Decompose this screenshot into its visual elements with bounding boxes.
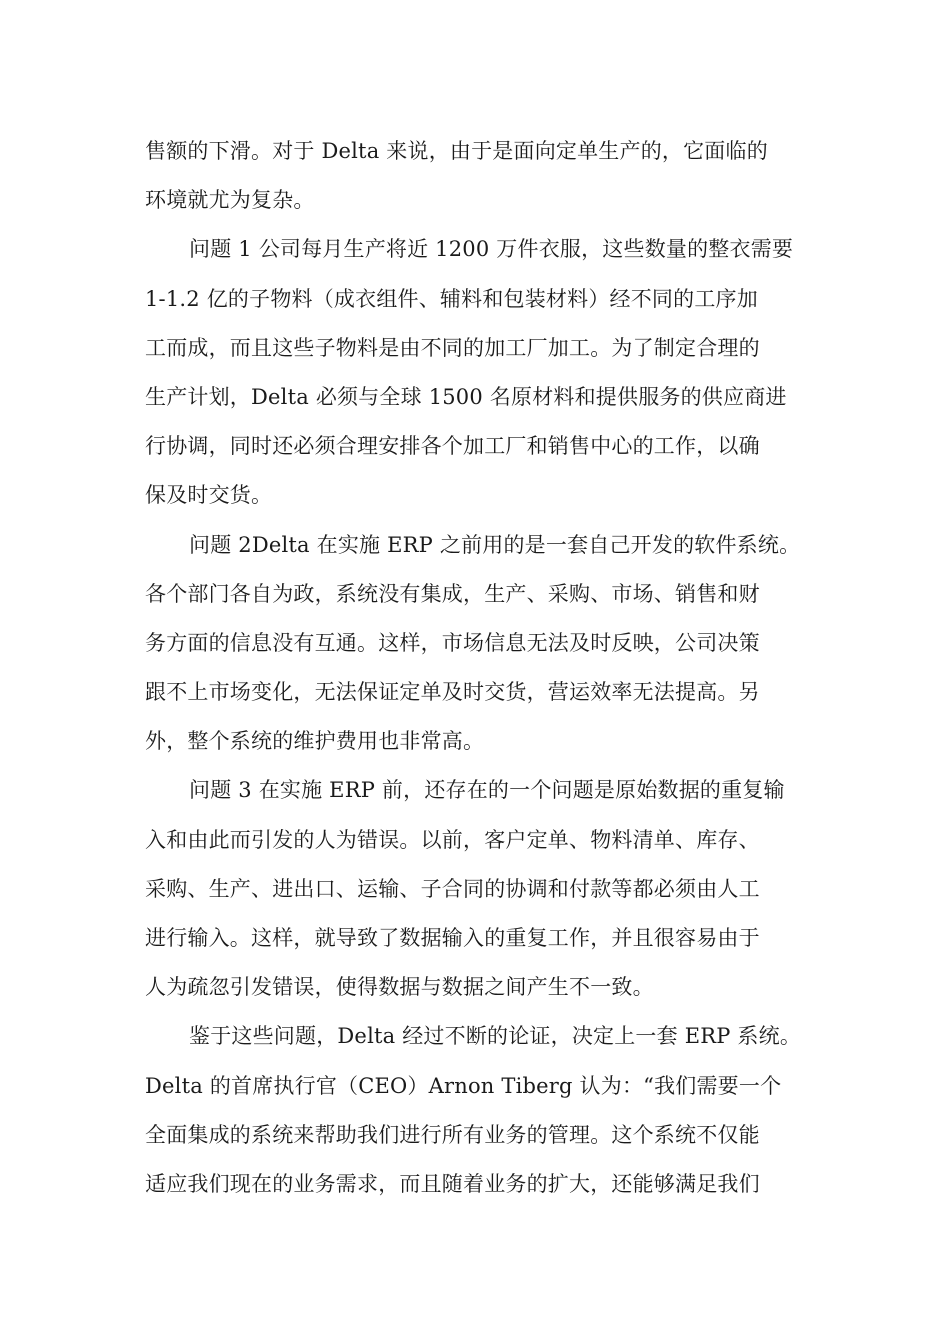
text-line: 外，整个系统的维护费用也非常高。 [145, 729, 485, 754]
text-line: 鉴于这些问题，Delta 经过不断的论证，决定上一套 ERP 系统。 [189, 1024, 802, 1049]
text-line: 各个部门各自为政，系统没有集成，生产、采购、市场、销售和财 [145, 581, 760, 606]
text-line: 工而成，而且这些子物料是由不同的加工厂加工。为了制定合理的 [145, 335, 760, 360]
text-line: 跟不上市场变化，无法保证定单及时交货，营运效率无法提高。另 [145, 680, 760, 705]
text-line: 保及时交货。 [145, 483, 273, 508]
text-line: 售额的下滑。对于 Delta 来说，由于是面向定单生产的，它面临的 [145, 139, 768, 163]
text-line: 进行输入。这样，就导致了数据输入的重复工作，并且很容易由于 [145, 926, 760, 950]
text-line: 适应我们现在的业务需求，而且随着业务的扩大，还能够满足我们 [145, 1171, 760, 1196]
text-line: 问题 1 公司每月生产将近 1200 万件衣服，这些数量的整衣需要 [189, 237, 794, 262]
text-line: 采购、生产、进出口、运输、子合同的协调和付款等都必须由人工 [145, 876, 760, 901]
text-line: 行协调，同时还必须合理安排各个加工厂和销售中心的工作，以确 [145, 434, 760, 459]
text-line: 全面集成的系统来帮助我们进行所有业务的管理。这个系统不仅能 [145, 1122, 760, 1147]
document-body [145, 127, 805, 1209]
text-line: 生产计划，Delta 必须与全球 1500 名原材料和提供服务的供应商进 [145, 384, 787, 409]
text-line: Delta 的首席执行官（CEO）Arnon Tiberg 认为：“我们需要一个 [145, 1073, 782, 1098]
text-line: 人为疏忽引发错误，使得数据与数据之间产生不一致。 [145, 975, 654, 1000]
text-line: 务方面的信息没有互通。这样，市场信息无法及时反映，公司决策 [145, 630, 760, 655]
text-line: 问题 3 在实施 ERP 前，还存在的一个问题是原始数据的重复输 [189, 778, 785, 803]
text-line: 问题 2Delta 在实施 ERP 之前用的是一套自己开发的软件系统。 [189, 532, 801, 557]
text-line: 入和由此而引发的人为错误。以前，客户定单、物料清单、库存、 [145, 827, 760, 852]
text-line: 环境就尤为复杂。 [145, 188, 315, 213]
text-line: 1-1.2 亿的子物料（成衣组件、辅料和包装材料）经不同的工序加 [145, 286, 758, 311]
